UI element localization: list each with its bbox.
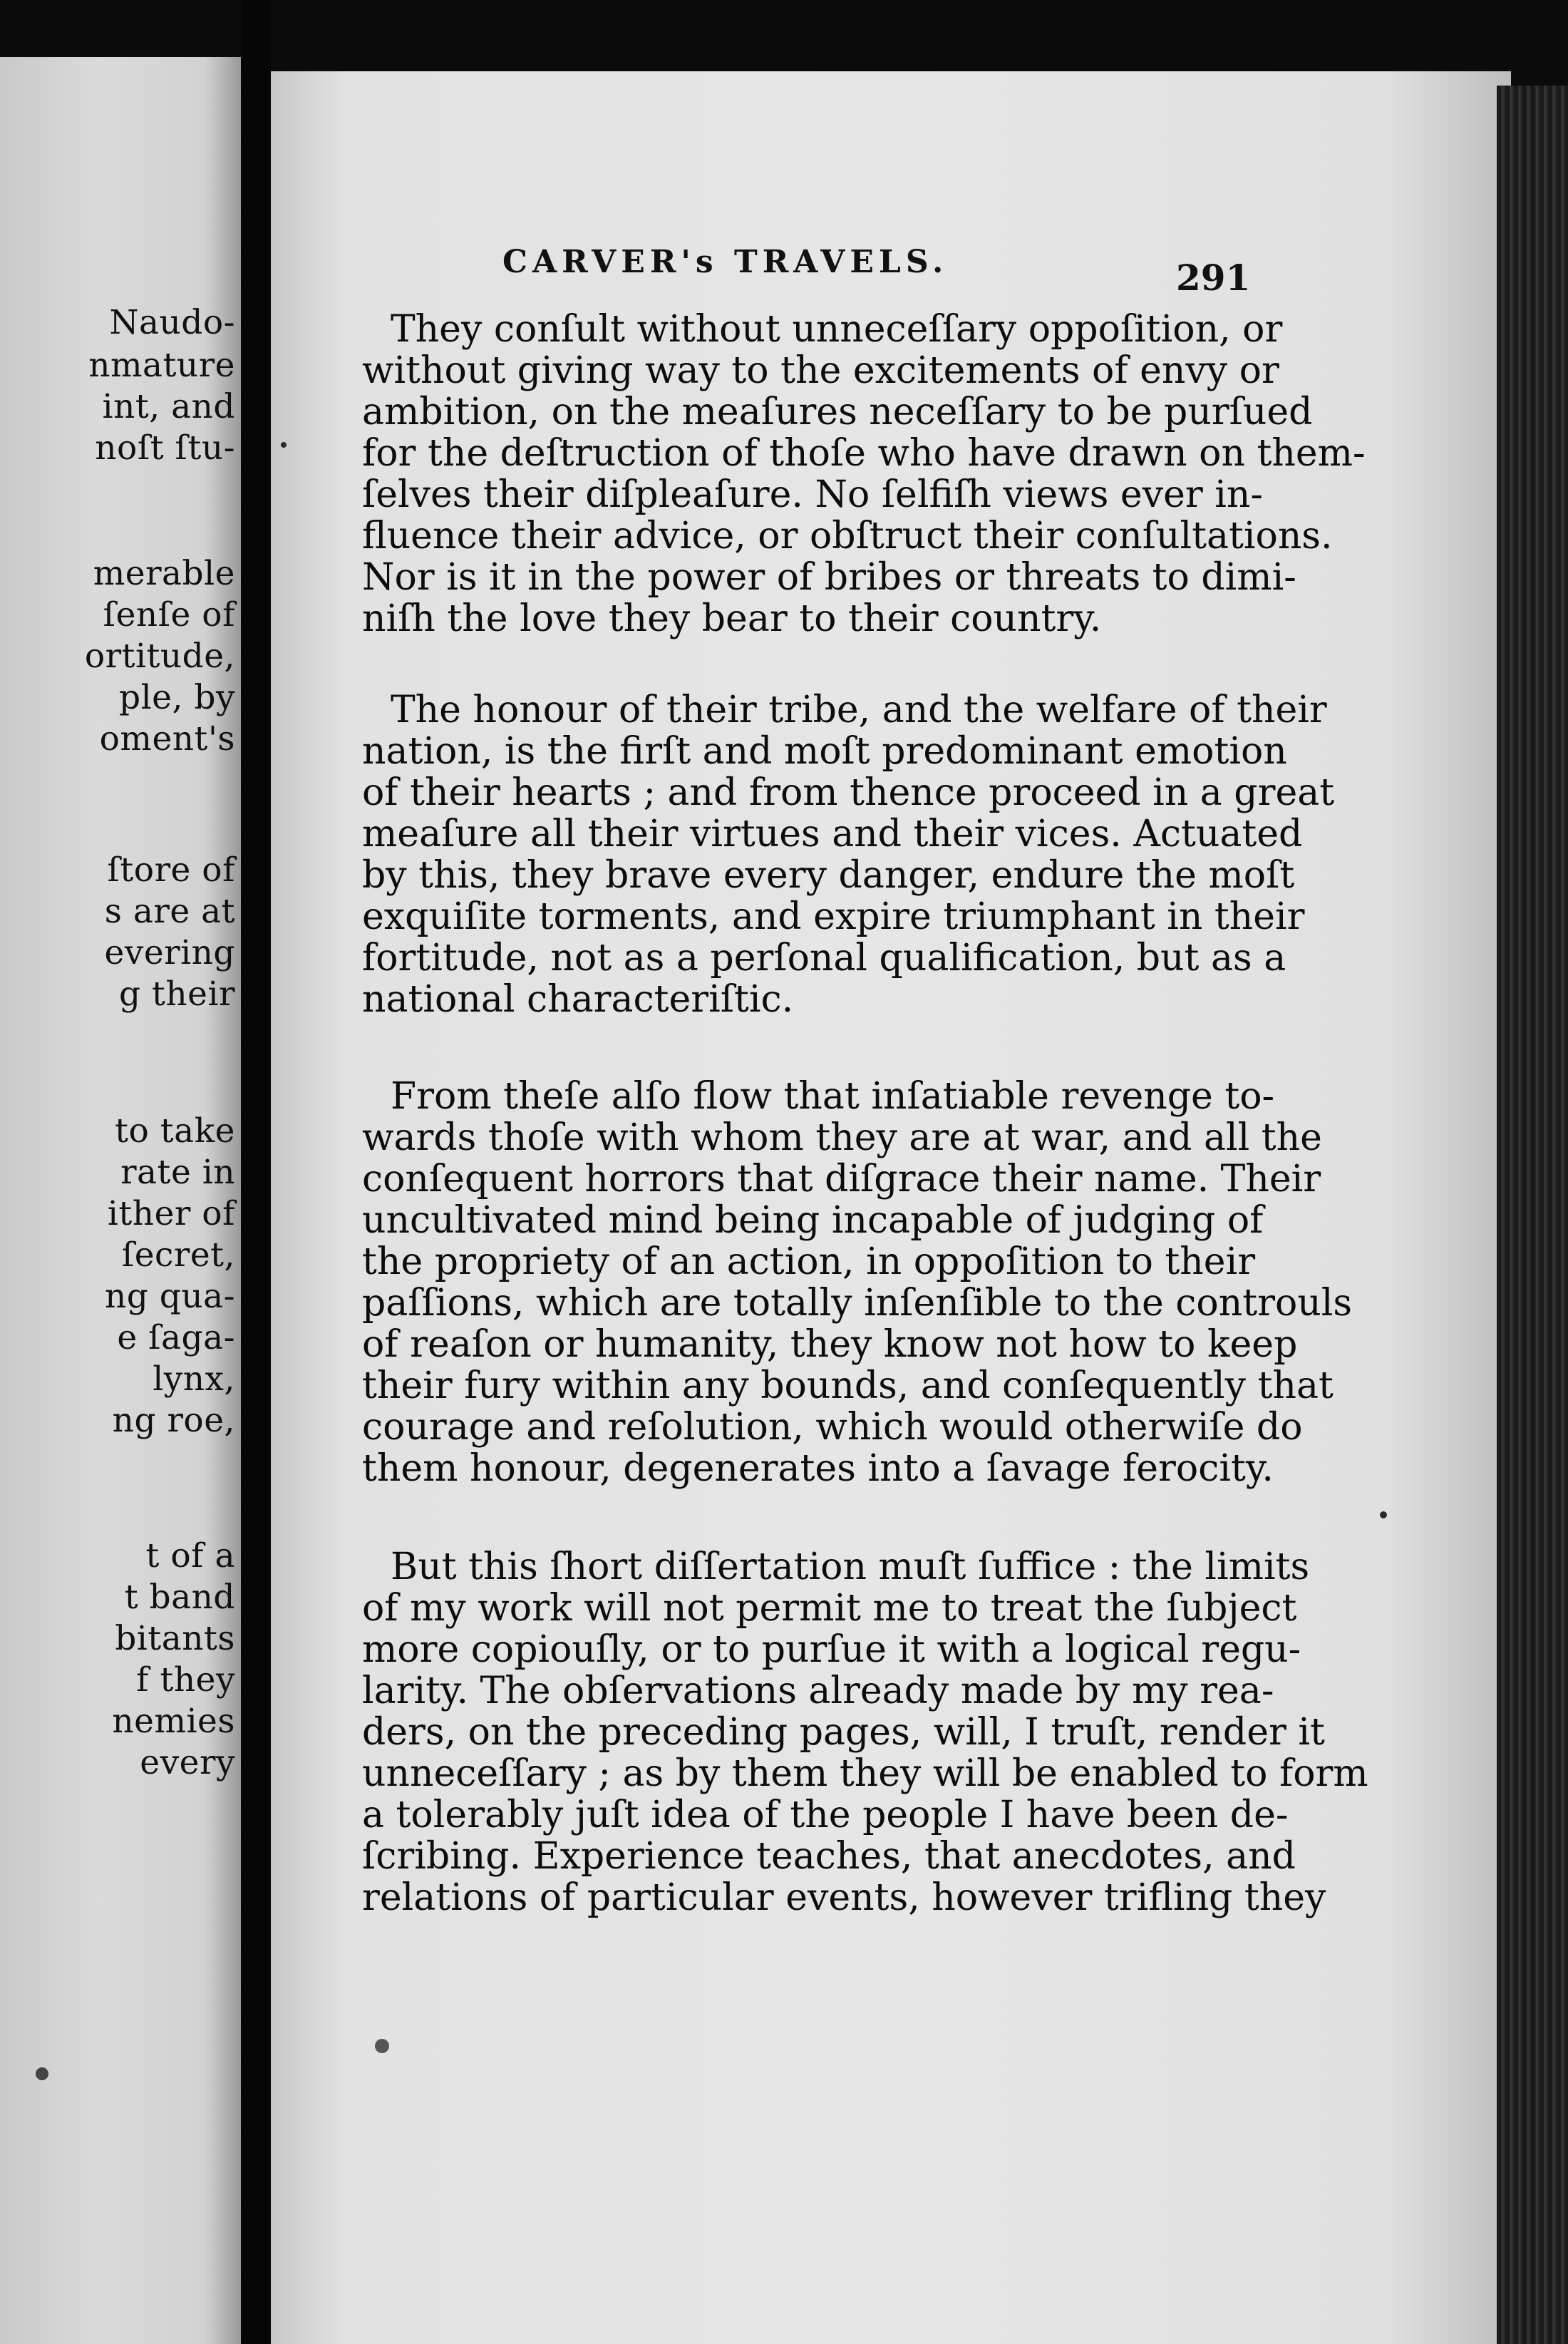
text-line: national characteriſtic. [362,978,794,1021]
text-line: They conſult without unneceſſary oppoſition, or [391,308,1283,351]
scan-speck [281,442,287,448]
left-page-line: rate in [120,1153,235,1192]
text-line: ambition, on the meaſures neceſſary to be purſued [362,391,1313,433]
text-line: of my work will not permit me to treat the ſubject [362,1587,1297,1630]
left-page-line: ſenſe of [103,595,235,634]
text-line: larity. The obſervations already made by my rea- [362,1670,1274,1712]
text-line: by this, they brave every danger, endure the moſt [362,854,1295,897]
text-line: a tolerably juſt idea of the people I have been de- [362,1794,1289,1836]
left-page-line: oment's [99,719,235,759]
left-page-line: f they [136,1660,235,1700]
scan-speck [36,2067,48,2080]
running-title: CARVER's TRAVELS. [502,244,949,280]
left-page-line: ng qua- [104,1277,235,1316]
text-line: uncultivated mind being incapable of judging of [362,1199,1264,1242]
left-page-line: noſt ſtu- [95,428,235,468]
left-page-line: ng roe, [112,1401,235,1440]
left-page-line: evering [104,933,235,972]
left-page-line: Naudo- [109,303,235,342]
left-page-line: t of a [145,1536,235,1575]
left-page-line: ple, by [119,678,235,717]
text-line: them honour, degenerates into a ſavage ferocity. [362,1447,1274,1490]
left-page-line: ſtore of [107,850,235,890]
left-page-line: ortitude, [84,637,235,676]
left-page-line: e ſaga- [117,1318,235,1357]
text-line: courage and reſolution, which would otherwiſe do [362,1406,1303,1449]
text-line: their fury within any bounds, and conſequently that [362,1364,1334,1407]
text-line: ſelves their diſpleaſure. No ſelfiſh views ever in- [362,473,1263,516]
text-line: niſh the love they bear to their country. [362,597,1102,640]
left-page-line: t band [124,1578,235,1617]
text-line: conſequent horrors that diſgrace their name. Their [362,1158,1321,1201]
text-line: exquiſite torments, and expire triumphant in their [362,895,1305,938]
left-page-line: g their [119,975,235,1014]
previous-page-fragment [0,57,241,2344]
text-line: more copiouſly, or to purſue it with a logical regu- [362,1628,1301,1671]
left-page-line: every [140,1743,235,1782]
text-line: relations of particular events, however trifling they [362,1876,1326,1919]
text-line: The honour of their tribe, and the welfare of their [391,689,1327,731]
scan-speck [375,2039,389,2053]
text-line: for the deſtruction of thoſe who have drawn on them- [362,432,1366,475]
left-page-line: ither of [107,1194,235,1233]
left-page-line: ſecret, [121,1235,235,1275]
page-gutter [241,0,271,2344]
left-page-line: to take [115,1111,235,1151]
text-line: Nor is it in the power of bribes or threats to dimi- [362,556,1296,599]
text-line: From theſe alſo flow that inſatiable revenge to- [391,1075,1275,1118]
text-line: the propriety of an action, in oppoſition to their [362,1240,1256,1283]
page-number: 291 [1176,257,1251,299]
left-page-line: bitants [115,1619,235,1658]
text-line: meaſure all their virtues and their vices. Actuated [362,813,1303,855]
text-line: unneceſſary ; as by them they will be enabled to form [362,1752,1368,1795]
left-page-line: s are at [104,892,235,931]
text-line: nation, is the firſt and moſt predominant emotion [362,730,1287,773]
scan-speck [1380,1511,1387,1518]
left-page-line: nemies [112,1702,235,1741]
left-page-line: nmature [88,346,235,385]
left-page-line: int, and [102,387,235,426]
text-line: fortitude, not as a perſonal qualification, but as a [362,937,1286,980]
text-line: ders, on the preceding pages, will, I truſt, render it [362,1711,1325,1754]
text-line: fluence their advice, or obſtruct their conſultations. [362,515,1333,557]
left-page-line: merable [93,554,235,593]
left-page-line: lynx, [153,1359,235,1399]
text-line: without giving way to the excitements of envy or [362,349,1279,392]
page-edge-shadow [1497,86,1568,2344]
text-line: of reaſon or humanity, they know not how to keep [362,1323,1298,1366]
text-line: ſcribing. Experience teaches, that anecdotes, and [362,1835,1296,1878]
text-line: wards thoſe with whom they are at war, and all the [362,1116,1322,1159]
text-line: But this ſhort diſſertation muſt ſuffice : the limits [391,1546,1310,1588]
text-line: paſſions, which are totally inſenſible to the controuls [362,1282,1353,1325]
text-line: of their hearts ; and from thence proceed in a great [362,771,1335,814]
